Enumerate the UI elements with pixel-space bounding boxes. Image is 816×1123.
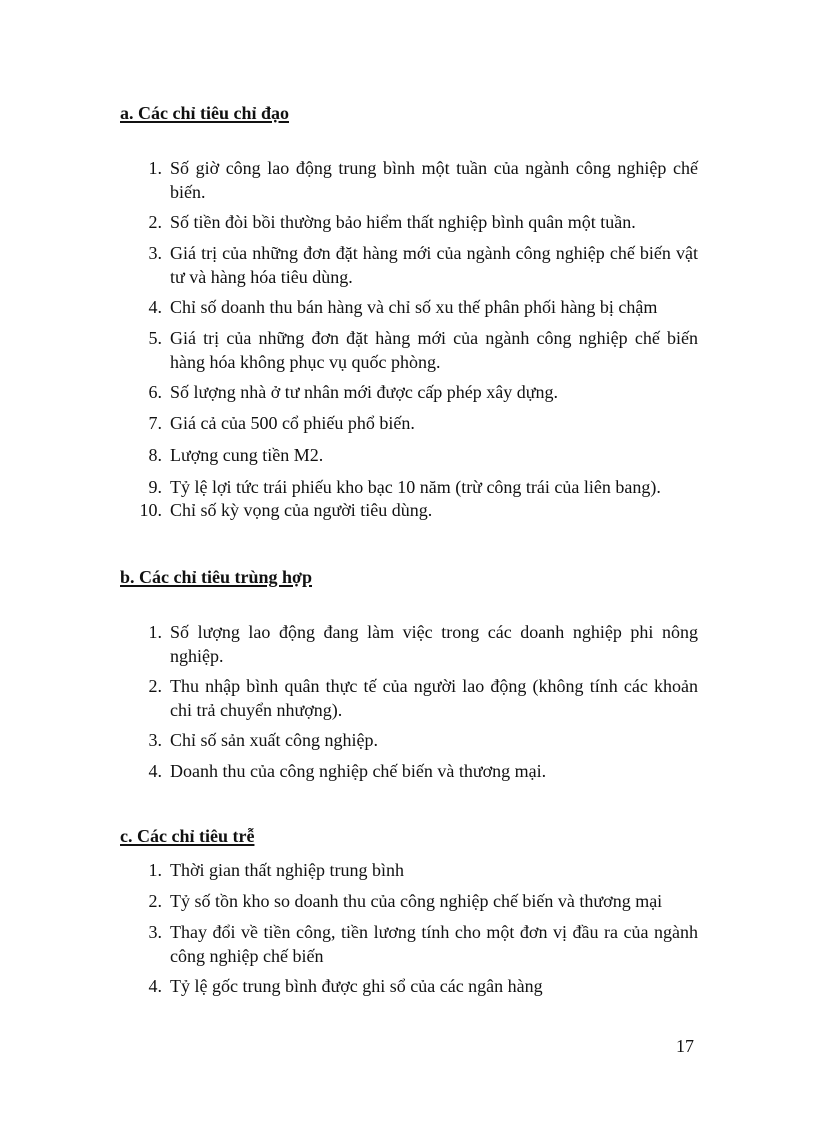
page-number: 17 [676, 1036, 694, 1056]
list-item-number: 3. [148, 922, 162, 942]
list-item-text: Tỷ số tồn kho so doanh thu của công nghiệp chế biến và thương mại [170, 891, 663, 911]
list-item-number: 1. [148, 622, 162, 642]
list-item-number: 4. [148, 297, 162, 317]
list-item-number: 4. [148, 761, 162, 781]
list-item-text: Chỉ số kỳ vọng của người tiêu dùng. [170, 500, 433, 520]
list-item-text: Tỷ lệ gốc trung bình được ghi sổ của các ngân hàng [170, 976, 543, 996]
list-item-number: 2. [148, 676, 162, 696]
list-item-number: 10. [139, 500, 162, 520]
list-item-text: Số lượng nhà ở tư nhân mới được cấp phép xây dựng. [170, 382, 559, 402]
list-item-text: Chỉ số doanh thu bán hàng và chỉ số xu thế phân phối hàng bị chậm [170, 297, 658, 317]
list-item-number: 5. [148, 328, 162, 348]
list-item-number: 4. [148, 976, 162, 996]
list-item-number: 8. [148, 445, 162, 465]
list-item-number: 9. [148, 477, 162, 497]
list-item-text: Tỷ lệ lợi tức trái phiếu kho bạc 10 năm (trừ công trái của liên bang). [170, 477, 661, 497]
list-item-number: 3. [148, 243, 162, 263]
list-item-text: Số tiền đòi bồi thường bảo hiểm thất nghiệp bình quân một tuần. [170, 212, 636, 232]
list-item-text: Số giờ công lao động trung bình một tuần của ngành công nghiệp chế biến. [170, 158, 698, 202]
list-item-text: Số lượng lao động đang làm việc trong các doanh nghiệp phi nông nghiệp. [170, 622, 698, 666]
list-item-text: Thay đổi về tiền công, tiền lương tính cho một đơn vị đầu ra của ngành công nghiệp chế biến [170, 922, 698, 966]
list-item-number: 1. [148, 860, 162, 880]
list-item-number: 3. [148, 730, 162, 750]
list-item-text: Giá trị của những đơn đặt hàng mới của ngành công nghiệp chế biến vật tư và hàng hóa tiêu dùng. [170, 243, 698, 287]
list-item-text: Giá cả của 500 cổ phiếu phổ biến. [170, 413, 415, 433]
list-item-number: 1. [148, 158, 162, 178]
list-item-text: Thu nhập bình quân thực tế của người lao động (không tính các khoản chi trả chuyển nhượng). [170, 676, 698, 720]
list-item-number: 2. [148, 891, 162, 911]
list-item-text: Giá trị của những đơn đặt hàng mới của ngành công nghiệp chế biến hàng hóa không phục vụ quốc phòng. [170, 328, 698, 372]
list-item-number: 6. [148, 382, 162, 402]
section-a-heading: a. Các chỉ tiêu chỉ đạo [120, 103, 289, 123]
section-b-heading: b. Các chỉ tiêu trùng hợp [120, 567, 312, 587]
list-item-number: 7. [148, 413, 162, 433]
section-c-heading: c. Các chỉ tiêu trễ [120, 826, 255, 846]
list-item-text: Doanh thu của công nghiệp chế biến và thương mại. [170, 761, 547, 781]
list-item-number: 2. [148, 212, 162, 232]
list-item-text: Lượng cung tiền M2. [170, 445, 324, 465]
list-item-text: Chỉ số sản xuất công nghiệp. [170, 730, 378, 750]
list-item-text: Thời gian thất nghiệp trung bình [170, 860, 404, 880]
